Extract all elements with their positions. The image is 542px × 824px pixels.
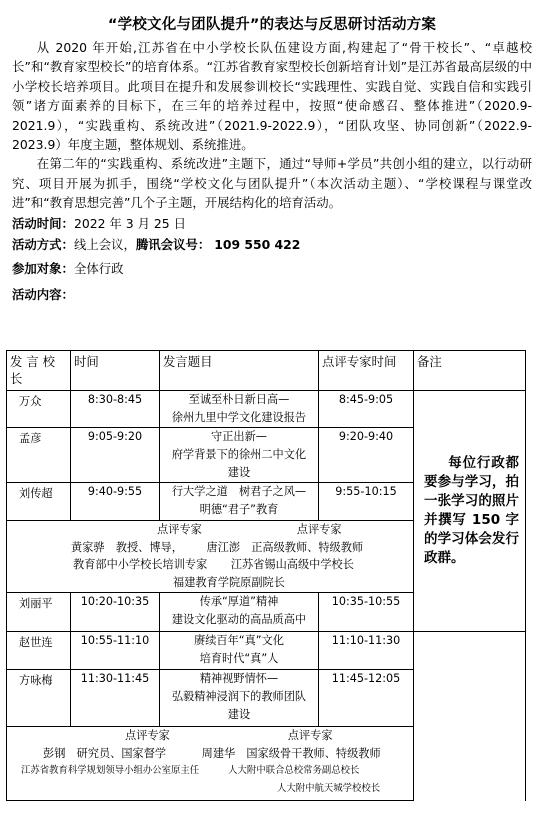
topic-line: 弘毅精神浸润下的教师团队 [171,690,307,703]
participants-label: 参加对象： [12,260,74,276]
review-line [7,745,413,763]
speech-time: 9:40-9:55 [71,483,160,521]
content-heading [12,284,532,305]
review-line [7,539,413,557]
activity-mode [12,234,532,255]
review-label: 点评专家 [296,523,342,536]
expert-role: 教育部中小学校长培训专家 [73,558,208,571]
speech-time: 9:05-9:20 [71,428,160,483]
review-experts-1 [7,521,414,593]
expert-role: 江苏省教育科学规划领导小组办公室原主任 [21,765,200,776]
participants-value: 全体行政 [73,260,124,276]
document-title: “学校文化与团队提升”的表达与反思研讨活动方案 [107,17,437,33]
review-experts-2 [7,727,414,801]
expert-name-title: 周建华 国家级骨干教师、特级教师 [201,746,381,760]
review-time: 11:10-11:30 [319,632,414,670]
speaker-name: 刘丽平 [7,593,71,632]
topic-line: 行大学之道 树君子之风— [171,485,307,498]
activity-time [12,213,532,234]
activity-time-value: 2022 年 3 月 25 日 [73,215,187,231]
note-cell [414,391,526,632]
meeting-label: 腾讯会议号： [135,236,211,252]
expert-role: 人大附中联合总校常务副总校长 [228,765,360,776]
intro-paragraph-1: 从 2020 年开始,江苏省在中小学校长队伍建设方面,构建起了“骨干校长”、“卓越校长”和“教育家型校长”的培育体系。“江苏省教育家型校长创新培育计划”是江苏省最高层级的中小学校长培养项目。此项目在提升和发展参训校长“实践理性、实践自觉、实践自信和实践引领”诸方面素养的目标下，在三年的培养过程中，按照“使命感召、整体推进”（2020.9-2021.9），“实践重构、系统改进”（2021.9-2022.9），“团队攻坚、协同创新”（2022.9-2023.9）年度主题，整体规划、系统推进。 [12,40,532,153]
expert-role: 福建教育学院原副院长 [173,575,285,589]
review-time: 8:45-9:05 [319,391,414,428]
review-block [7,727,526,801]
header-topic: 发言题目 [160,351,319,391]
review-labels [7,521,413,539]
expert-name-title: 黄家骅 教授、博导， [71,540,183,554]
review-line [7,556,413,574]
participants [12,258,532,279]
speech-time: 10:20-10:35 [71,593,160,632]
expert-role: 江苏省锡山高级中学校长 [230,558,354,571]
speaker-name: 赵世连 [7,632,71,670]
intro-paragraph-2: 在第二年的“实践重构、系统改进”主题下，通过“导师+学员”共创小组的建立，以行动研究、项目开展为抓手，围绕“学校文化与团队提升”（本次活动主题）、“学校课程与课堂改进”和“教育思想完善”几个子主题，开展结构化的培育活动。 [12,156,532,211]
expert-name-title: 唐江澎 正高级教师、特级教师 [206,540,364,554]
topic-line: 赓续百年“真”文化 [194,634,284,647]
topic-line: 建设文化驱动的高品质高中 [171,613,307,626]
topic-line: 守正出新— [211,430,267,443]
speaker-name: 孟彦 [7,428,71,483]
review-time: 11:45-12:05 [319,670,414,727]
review-line [7,574,413,592]
topic-line: 精神视野情怀— [199,672,279,685]
header-note: 备注 [414,351,526,391]
review-label: 点评专家 [287,729,333,742]
activity-time-label: 活动时间： [12,215,74,231]
speech-topic [160,483,319,521]
speaker-name: 万众 [7,391,71,428]
speech-topic [160,670,319,727]
review-labels [7,727,413,745]
review-label: 点评专家 [157,523,202,536]
activity-mode-value: 线上会议， [73,236,136,252]
topic-line: 明德“君子”教育 [199,503,279,516]
table-row [7,632,526,670]
topic-line: 建设 [227,708,251,721]
review-time: 9:20-9:40 [319,428,414,483]
note-text: 每位行政都要参与学习，拍一张学习的照片并撰写 150 字的学习体会发行政群。 [424,455,519,566]
review-line [7,780,413,798]
speech-time: 8:30-8:45 [71,391,160,428]
speech-topic [160,632,319,670]
expert-name-title: 彭钢 研究员、国家督学 [43,746,167,760]
header-time: 时间 [71,351,160,391]
table-header-row [7,351,526,391]
expert-role: 人大附中航天城学校校长 [277,782,381,794]
activity-mode-label: 活动方式： [12,236,74,252]
table-row [7,391,526,428]
document [12,6,532,305]
topic-line: 培育时代“真”人 [199,652,279,665]
review-time: 10:35-10:55 [319,593,414,632]
topic-line: 建设 [227,466,251,479]
speech-topic [160,428,319,483]
review-line [7,762,413,780]
header-speaker: 发 言 校长 [7,351,71,391]
speaker-name: 方咏梅 [7,670,71,727]
topic-line: 传承“厚道”精神 [199,595,279,608]
speech-time: 11:30-11:45 [71,670,160,727]
review-time: 9:55-10:15 [319,483,414,521]
schedule-table [6,350,526,801]
meeting-id: 109 550 422 [214,236,301,252]
speech-topic [160,391,319,428]
speaker-name: 刘传超 [7,483,71,521]
topic-line: 徐州九里中学文化建设报告 [171,411,307,424]
review-label: 点评专家 [125,729,170,742]
speech-topic [160,593,319,632]
topic-line: 至诚至朴日新日高— [188,393,290,406]
speech-time: 10:55-11:10 [71,632,160,670]
table-row [7,670,526,727]
topic-line: 府学背景下的徐州二中文化 [171,448,307,461]
content-label: 活动内容： [12,286,74,302]
header-review-time: 点评专家时间 [319,351,414,391]
